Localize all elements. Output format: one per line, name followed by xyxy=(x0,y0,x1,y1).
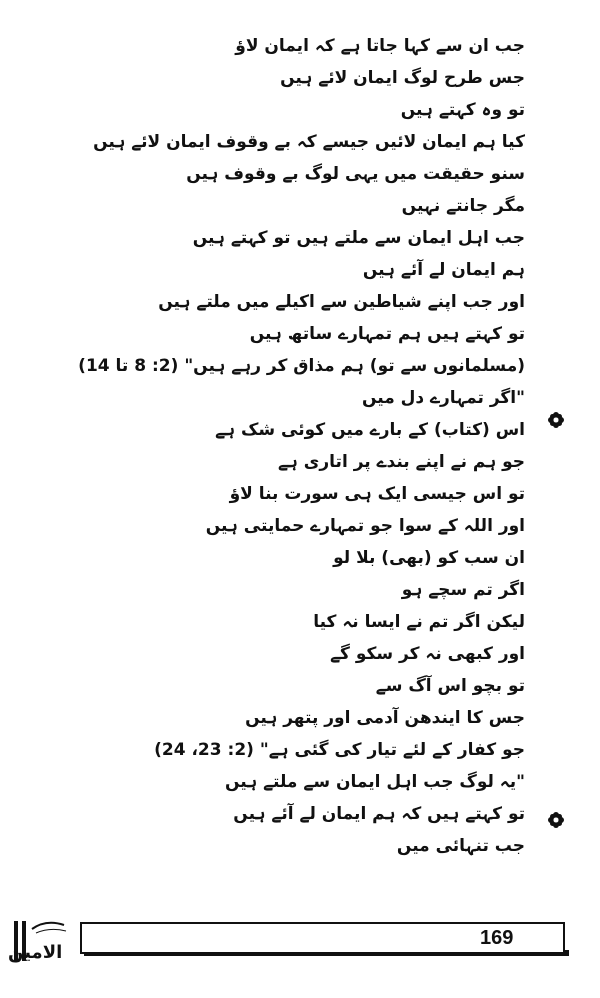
text-line: تو بچو اس آگ سے xyxy=(375,676,525,696)
page-number: 169 xyxy=(480,927,514,949)
publisher-logo-text: الامین xyxy=(8,942,63,963)
text-line: "یہ لوگ جب اہل ایمان سے ملتے ہیں xyxy=(224,772,525,792)
text-line: جو کفار کے لئے تیار کی گئی ہے" (2: 23، 24) xyxy=(154,740,525,760)
text-line: کیا ہم ایمان لائیں جیسے کہ بے وقوف ایمان لائے ہیں xyxy=(93,132,525,152)
text-line: اگر تم سچے ہو xyxy=(401,580,525,600)
text-line: اس (کتاب) کے بارے میں کوئی شک ہے xyxy=(215,420,525,440)
flower-bullet-icon xyxy=(548,812,564,828)
text-line: ہم ایمان لے آئے ہیں xyxy=(362,260,525,280)
text-line: ان سب کو (بھی) بلا لو xyxy=(333,548,525,568)
text-line: جس طرح لوگ ایمان لائے ہیں xyxy=(280,68,525,88)
text-line: اور جب اپنے شیاطین سے اکیلے میں ملتے ہیں xyxy=(158,292,525,312)
text-line: لیکن اگر تم نے ایسا نہ کیا xyxy=(313,612,525,632)
text-line: اور اللہ کے سوا جو تمہارے حمایتی ہیں xyxy=(205,516,525,536)
text-line: جو ہم نے اپنے بندے پر اتاری ہے xyxy=(277,452,525,472)
text-line: جب ان سے کہا جاتا ہے کہ ایمان لاؤ xyxy=(235,36,525,56)
text-line: تو کہتے ہیں کہ ہم ایمان لے آئے ہیں xyxy=(233,804,525,824)
text-line: جب اہل ایمان سے ملتے ہیں تو کہتے ہیں xyxy=(192,228,525,248)
text-line: (مسلمانوں سے تو) ہم مذاق کر رہے ہیں" (2: 8 تا 14) xyxy=(78,356,525,376)
flower-bullet-icon xyxy=(548,412,564,428)
text-line: "اگر تمہارے دل میں xyxy=(361,388,525,408)
text-line: جب تنہائی میں xyxy=(396,836,525,856)
text-line: سنو حقیقت میں یہی لوگ بے وقوف ہیں xyxy=(186,164,525,184)
text-line: تو اس جیسی ایک ہی سورت بنا لاؤ xyxy=(229,484,525,504)
text-line: جس کا ایندھن آدمی اور پتھر ہیں xyxy=(245,708,525,728)
text-line: تو کہتے ہیں ہم تمہارے ساتھ ہیں xyxy=(249,324,525,344)
text-line: مگر جانتے نہیں xyxy=(401,196,525,216)
text-line: تو وہ کہتے ہیں xyxy=(400,100,525,120)
text-line: اور کبھی نہ کر سکو گے xyxy=(330,644,525,664)
